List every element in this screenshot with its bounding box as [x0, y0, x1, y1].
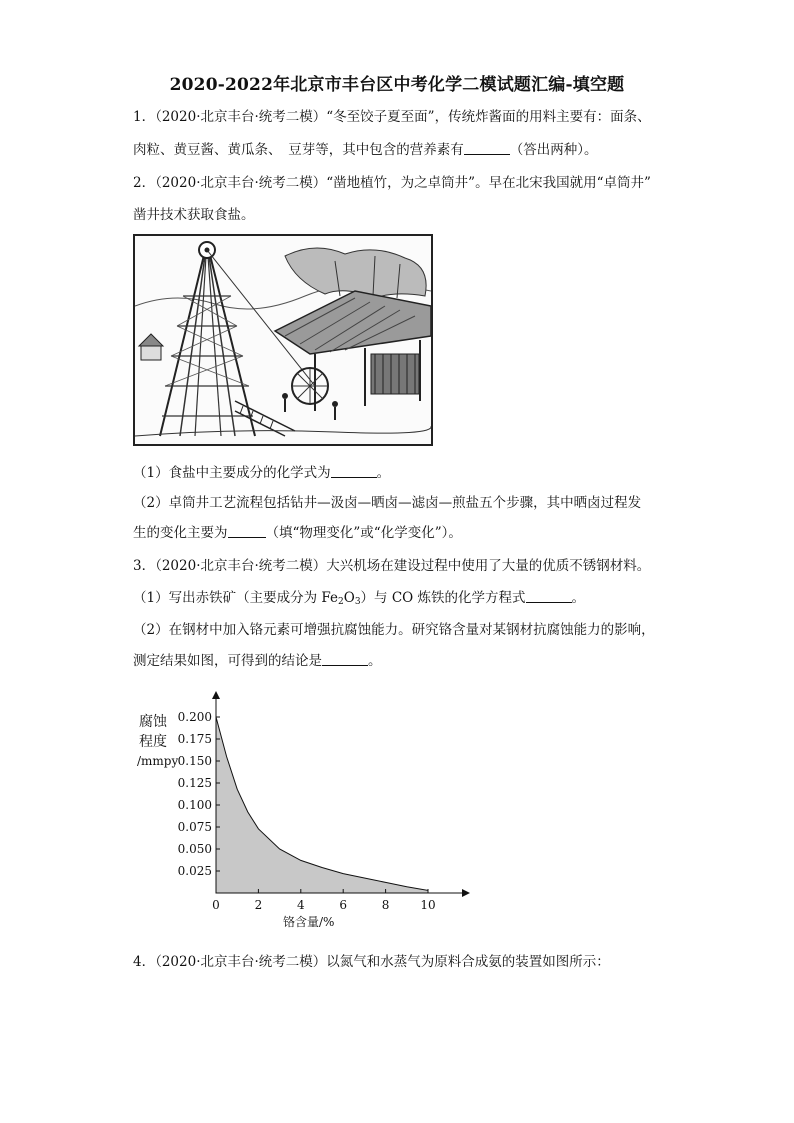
q2-sub1-text-a: （1）食盐中主要成分的化学式为	[133, 465, 331, 481]
corrosion-area	[216, 717, 428, 893]
q3-sub2-text-b: 。	[368, 653, 382, 669]
q3-sub2-answer-blank[interactable]	[322, 653, 368, 666]
y-tick-label: 0.175	[177, 732, 212, 746]
y-tick-label: 0.150	[177, 754, 212, 768]
well-drilling-drawing	[135, 236, 431, 444]
x-tick-label: 4	[296, 898, 305, 912]
y-tick-label: 0.025	[177, 864, 212, 878]
q3-sub1-text-c: 。	[571, 590, 586, 606]
q2-sub1-text-b: 。	[376, 465, 391, 481]
q2-sub2-line1: （2）卓筒井工艺流程包括钻井—汲卤—晒卤—滤卤—煎盐五个步骤，其中晒卤过程发	[133, 495, 642, 511]
q2-line2: 凿井技术获取食盐。	[133, 207, 255, 223]
q3-sub1-text-b: ）与 CO 炼铁的化学方程式	[360, 590, 526, 606]
x-tick-label: 8	[381, 898, 390, 912]
q2-sub1-answer-blank[interactable]	[331, 465, 377, 478]
q1-text-a: 肉粒、黄豆酱、黄瓜条、 豆芽等，其中包含的营养素有	[133, 142, 464, 158]
q3-sub2-text-a: 测定结果如图，可得到的结论是	[133, 653, 322, 669]
q3-sub1-text-a: （1）写出赤铁矿（主要成分为 Fe	[133, 590, 338, 606]
q2-sub2-text-b: （填“物理变化”或“化学变化”）。	[265, 525, 462, 541]
q2-sub1	[133, 463, 390, 483]
q1-line1: 1．（2020·北京丰台·统考二模）“冬至饺子夏至面”，传统炸酱面的用料主要有：面条、	[133, 109, 651, 125]
y-axis-label: /mmpy	[137, 754, 179, 768]
y-tick-label: 0.100	[177, 798, 212, 812]
q2-sub2-text-a: 生的变化主要为	[133, 525, 228, 541]
q1-answer-blank[interactable]	[464, 142, 510, 155]
well-drilling-illustration	[133, 234, 433, 446]
y-tick-label: 0.200	[177, 710, 212, 724]
x-tick-label: 10	[420, 898, 436, 912]
x-tick-label: 6	[339, 898, 348, 912]
q2-sub2-answer-blank[interactable]	[228, 525, 266, 538]
q2-line1: 2．（2020·北京丰台·统考二模）“凿地植竹，为之卓筒井”。早在北宋我国就用“卓筒井”	[133, 175, 651, 191]
q3-sub1-subscript-2: 2	[338, 597, 344, 607]
q3-sub1	[133, 588, 585, 612]
q4-line1: 4．（2020·北京丰台·统考二模）以氮气和水蒸气为原料合成氨的装置如图所示：	[133, 954, 610, 970]
q3-sub2-line1: （2）在钢材中加入铬元素可增强抗腐蚀能力。研究铬含量对某钢材抗腐蚀能力的影响，	[133, 622, 655, 638]
x-tick-label: 0	[212, 898, 220, 912]
page-title: 2020-2022年北京市丰台区中考化学二模试题汇编-填空题	[169, 75, 625, 95]
q1-text-b: （答出两种）。	[509, 142, 598, 158]
y-tick-label: 0.125	[177, 776, 212, 790]
x-tick-label: 2	[254, 898, 263, 912]
y-tick-label: 0.050	[177, 842, 212, 856]
y-tick-label: 0.075	[177, 820, 212, 834]
q3-sub1-oxygen: O	[343, 590, 355, 606]
q2-sub2-line2	[133, 523, 462, 543]
y-axis-label: 腐蚀	[139, 714, 167, 730]
x-axis-label: 铬含量/%	[283, 915, 335, 929]
q3-sub1-subscript-3: 3	[354, 597, 361, 607]
q3-sub2-line2	[133, 651, 382, 671]
q3-line1: 3．（2020·北京丰台·统考二模）大兴机场在建设过程中使用了大量的优质不锈钢材料。	[133, 558, 651, 574]
q1-line2	[133, 140, 598, 160]
q3-sub1-answer-blank[interactable]	[526, 590, 572, 603]
y-axis-label: 程度	[139, 734, 167, 750]
corrosion-chart	[133, 690, 493, 940]
